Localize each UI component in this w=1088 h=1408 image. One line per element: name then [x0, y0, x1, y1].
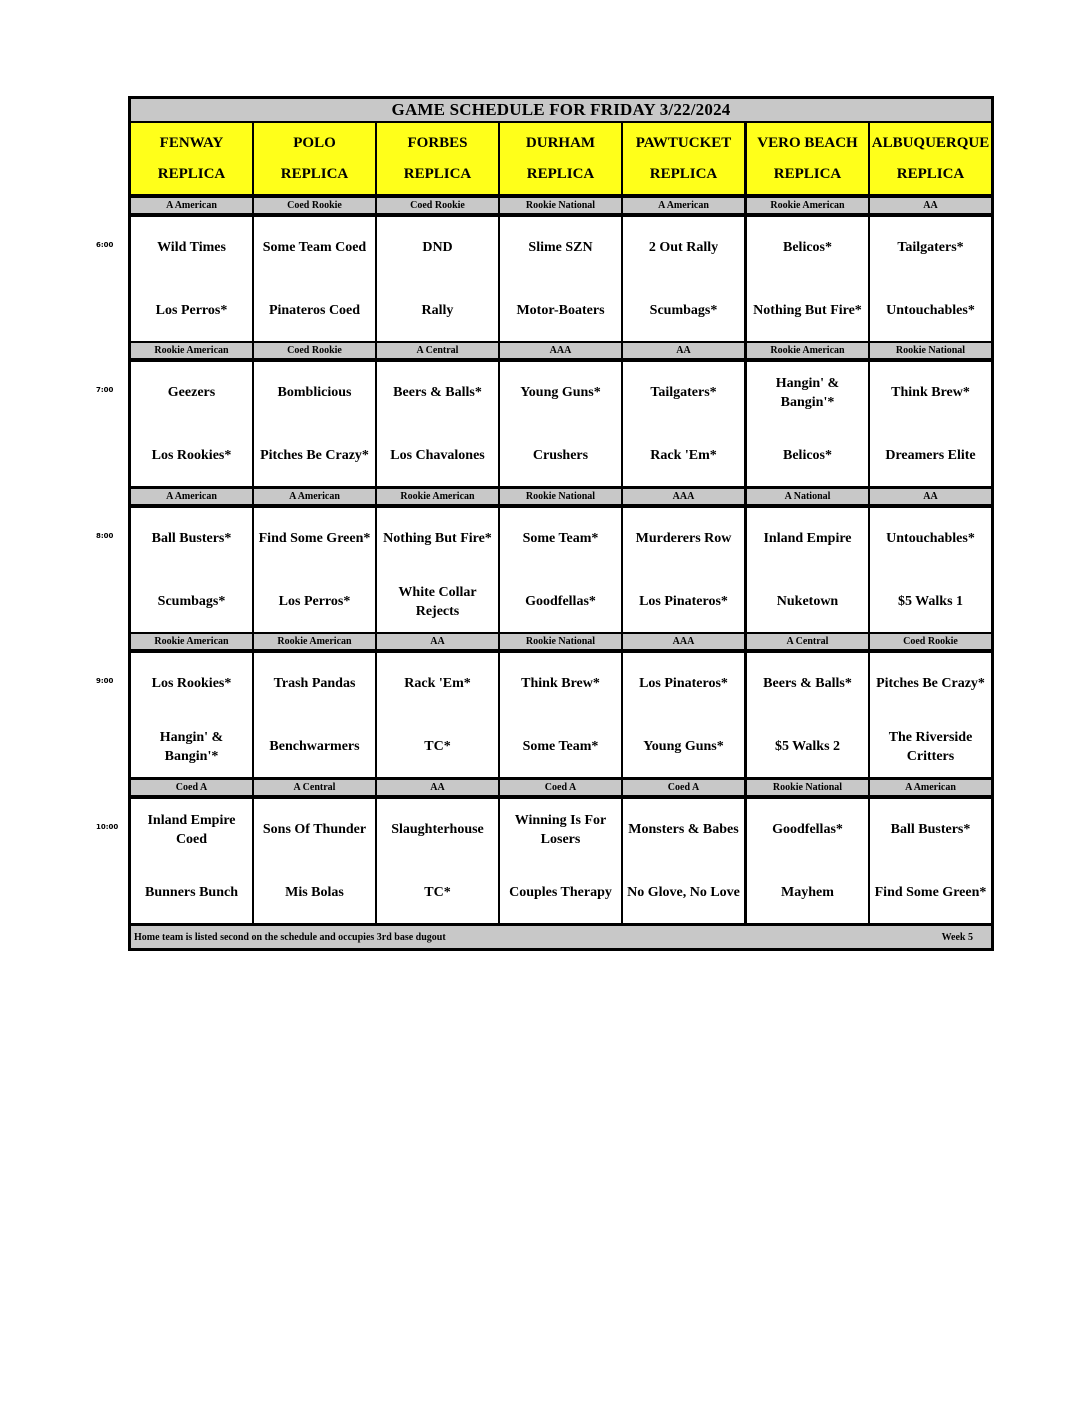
game-cell	[623, 508, 744, 632]
game-cell	[377, 653, 498, 777]
division-label: AAA	[623, 489, 744, 504]
division-label: AA	[870, 198, 991, 213]
home-team: Couples Therapy	[509, 885, 612, 901]
home-team: No Glove, No Love	[627, 885, 740, 901]
game-cell	[131, 217, 252, 341]
division-label: Coed A	[500, 780, 621, 795]
away-team: Goodfellas*	[772, 822, 843, 838]
away-team: Think Brew*	[521, 676, 600, 692]
game-cell	[254, 799, 375, 923]
game-cell	[870, 362, 991, 486]
division-label: A American	[623, 198, 744, 213]
away-team: Slaughterhouse	[391, 822, 484, 838]
home-team: Belicos*	[783, 448, 832, 464]
home-team: $5 Walks 2	[774, 739, 841, 755]
field-subtitle: REPLICA	[280, 166, 349, 182]
division-label: Coed Rookie	[254, 343, 375, 358]
home-team: Nuketown	[776, 594, 839, 610]
game-cell	[747, 799, 868, 923]
field-header	[254, 123, 375, 194]
schedule-title: GAME SCHEDULE FOR FRIDAY 3/22/2024	[131, 99, 991, 121]
division-label: AA	[623, 343, 744, 358]
away-team: Beers & Balls*	[393, 385, 482, 401]
division-label: Coed Rookie	[377, 198, 498, 213]
game-cell	[623, 799, 744, 923]
away-team: Hangin' & Bangin'*	[775, 376, 840, 410]
division-label: Coed Rookie	[254, 198, 375, 213]
home-team: Young Guns*	[643, 739, 724, 755]
division-label: Rookie National	[500, 489, 621, 504]
away-team: DND	[422, 240, 453, 256]
home-team: TC*	[424, 739, 451, 755]
field-subtitle: REPLICA	[526, 166, 595, 182]
home-team: Rack 'Em*	[650, 448, 717, 464]
away-team: Geezers	[167, 385, 216, 401]
away-team: Pitches Be Crazy*	[876, 676, 985, 692]
away-team: Tailgaters*	[650, 385, 717, 401]
home-team: Untouchables*	[886, 303, 975, 319]
game-cell	[377, 217, 498, 341]
home-team: The Riverside Critters	[888, 730, 973, 764]
schedule-table	[128, 96, 994, 951]
game-cell	[500, 362, 621, 486]
field-name: FORBES	[407, 134, 468, 151]
division-label: AA	[377, 780, 498, 795]
time-label: 7:00	[96, 386, 114, 394]
away-team: Los Pinateros*	[639, 676, 728, 692]
division-label: Rookie American	[131, 634, 252, 649]
home-team: Scumbags*	[157, 594, 226, 610]
home-team: Pinateros Coed	[268, 303, 361, 319]
home-team: Some Team*	[522, 739, 599, 755]
game-cell	[623, 653, 744, 777]
field-subtitle: REPLICA	[649, 166, 718, 182]
division-label: Coed A	[623, 780, 744, 795]
division-label: Rookie American	[377, 489, 498, 504]
division-label: Rookie National	[500, 198, 621, 213]
field-header	[131, 123, 252, 194]
game-cell	[377, 362, 498, 486]
field-header	[623, 123, 744, 194]
game-cell	[500, 217, 621, 341]
home-team: Los Rookies*	[151, 448, 232, 464]
division-label: AAA	[623, 634, 744, 649]
game-cell	[254, 362, 375, 486]
home-team: $5 Walks 1	[897, 594, 964, 610]
field-name: VERO BEACH	[757, 134, 858, 151]
home-team: Pitches Be Crazy*	[260, 448, 369, 464]
field-subtitle: REPLICA	[157, 166, 226, 182]
division-label: Rookie American	[131, 343, 252, 358]
home-team: Benchwarmers	[269, 739, 360, 755]
away-team: Young Guns*	[520, 385, 601, 401]
away-team: Wild Times	[157, 240, 226, 256]
home-team: Crushers	[532, 448, 589, 464]
game-cell	[377, 799, 498, 923]
away-team: Rack 'Em*	[404, 676, 471, 692]
away-team: Beers & Balls*	[763, 676, 852, 692]
division-label: A National	[747, 489, 868, 504]
division-label: Rookie American	[747, 198, 868, 213]
home-team: Nothing But Fire*	[753, 303, 862, 319]
division-label: Rookie National	[500, 634, 621, 649]
home-team: Rally	[421, 303, 454, 319]
home-team: Mayhem	[781, 885, 834, 901]
home-team: Scumbags*	[649, 303, 718, 319]
time-label: 10:00	[96, 823, 119, 831]
home-team: Los Perros*	[278, 594, 351, 610]
away-team: Monsters & Babes	[628, 822, 739, 838]
field-name: PAWTUCKET	[635, 134, 732, 151]
away-team: Trash Pandas	[273, 676, 356, 692]
schedule-footer	[131, 926, 991, 948]
division-label: Rookie National	[747, 780, 868, 795]
field-name: DURHAM	[525, 134, 596, 151]
game-cell	[747, 362, 868, 486]
division-label: A American	[870, 780, 991, 795]
home-team: Motor-Boaters	[516, 303, 605, 319]
division-label: AA	[377, 634, 498, 649]
away-team: Los Rookies*	[151, 676, 232, 692]
away-team: Winning Is For Losers	[514, 813, 607, 847]
division-label: Coed Rookie	[870, 634, 991, 649]
field-name: ALBUQUERQUE	[871, 134, 990, 151]
division-label: Coed A	[131, 780, 252, 795]
game-cell	[377, 508, 498, 632]
away-team: Think Brew*	[891, 385, 970, 401]
field-subtitle: REPLICA	[773, 166, 842, 182]
away-team: Inland Empire Coed	[147, 813, 236, 847]
home-team: TC*	[424, 885, 451, 901]
game-cell	[747, 508, 868, 632]
home-team: Hangin' & Bangin'*	[159, 730, 224, 764]
game-cell	[500, 508, 621, 632]
game-cell	[870, 799, 991, 923]
home-team: Find Some Green*	[874, 885, 987, 901]
away-team: Ball Busters*	[151, 531, 232, 547]
game-cell	[254, 653, 375, 777]
game-cell	[747, 217, 868, 341]
away-team: Sons Of Thunder	[262, 822, 367, 838]
home-team: Los Perros*	[155, 303, 228, 319]
away-team: Untouchables*	[886, 531, 975, 547]
away-team: 2 Out Rally	[648, 240, 719, 256]
game-cell	[623, 362, 744, 486]
field-header	[870, 123, 991, 194]
away-team: Tailgaters*	[897, 240, 964, 256]
home-team: Mis Bolas	[285, 885, 344, 901]
home-team: Goodfellas*	[525, 594, 596, 610]
division-label: A American	[254, 489, 375, 504]
division-label: AA	[870, 489, 991, 504]
division-label: AAA	[500, 343, 621, 358]
division-label: A American	[131, 489, 252, 504]
division-label: A Central	[747, 634, 868, 649]
away-team: Bomblicious	[277, 385, 352, 401]
division-label: Rookie National	[870, 343, 991, 358]
away-team: Find Some Green*	[258, 531, 371, 547]
home-team: Bunners Bunch	[145, 885, 238, 901]
division-label: Rookie American	[254, 634, 375, 649]
week-label: Week 5	[941, 931, 973, 943]
game-cell	[747, 653, 868, 777]
away-team: Some Team Coed	[262, 240, 367, 256]
game-cell	[254, 508, 375, 632]
away-team: Some Team*	[522, 531, 599, 547]
time-label: 9:00	[96, 677, 114, 685]
away-team: Ball Busters*	[890, 822, 971, 838]
field-subtitle: REPLICA	[403, 166, 472, 182]
game-cell	[500, 799, 621, 923]
home-team: Los Chavalones	[390, 448, 485, 464]
home-team: Los Pinateros*	[639, 594, 728, 610]
game-cell	[131, 508, 252, 632]
field-name: POLO	[293, 134, 336, 151]
game-cell	[131, 799, 252, 923]
game-cell	[870, 217, 991, 341]
away-team: Slime SZN	[528, 240, 593, 256]
game-cell	[623, 217, 744, 341]
game-cell	[870, 508, 991, 632]
home-team-note: Home team is listed second on the schedule and occupies 3rd base dugout	[134, 931, 446, 943]
game-cell	[131, 362, 252, 486]
game-cell	[500, 653, 621, 777]
field-header	[747, 123, 868, 194]
game-cell	[870, 653, 991, 777]
away-team: Murderers Row	[635, 531, 732, 547]
field-header	[500, 123, 621, 194]
home-team: White Collar Rejects	[398, 585, 477, 619]
field-header	[377, 123, 498, 194]
away-team: Nothing But Fire*	[383, 531, 492, 547]
division-label: A American	[131, 198, 252, 213]
division-label: Rookie American	[747, 343, 868, 358]
time-label: 6:00	[96, 241, 114, 249]
division-label: A Central	[254, 780, 375, 795]
time-label: 8:00	[96, 532, 114, 540]
field-subtitle: REPLICA	[896, 166, 965, 182]
game-cell	[131, 653, 252, 777]
division-label: A Central	[377, 343, 498, 358]
away-team: Inland Empire	[763, 531, 852, 547]
game-cell	[254, 217, 375, 341]
home-team: Dreamers Elite	[885, 448, 976, 464]
field-name: FENWAY	[159, 134, 224, 151]
away-team: Belicos*	[783, 240, 832, 256]
